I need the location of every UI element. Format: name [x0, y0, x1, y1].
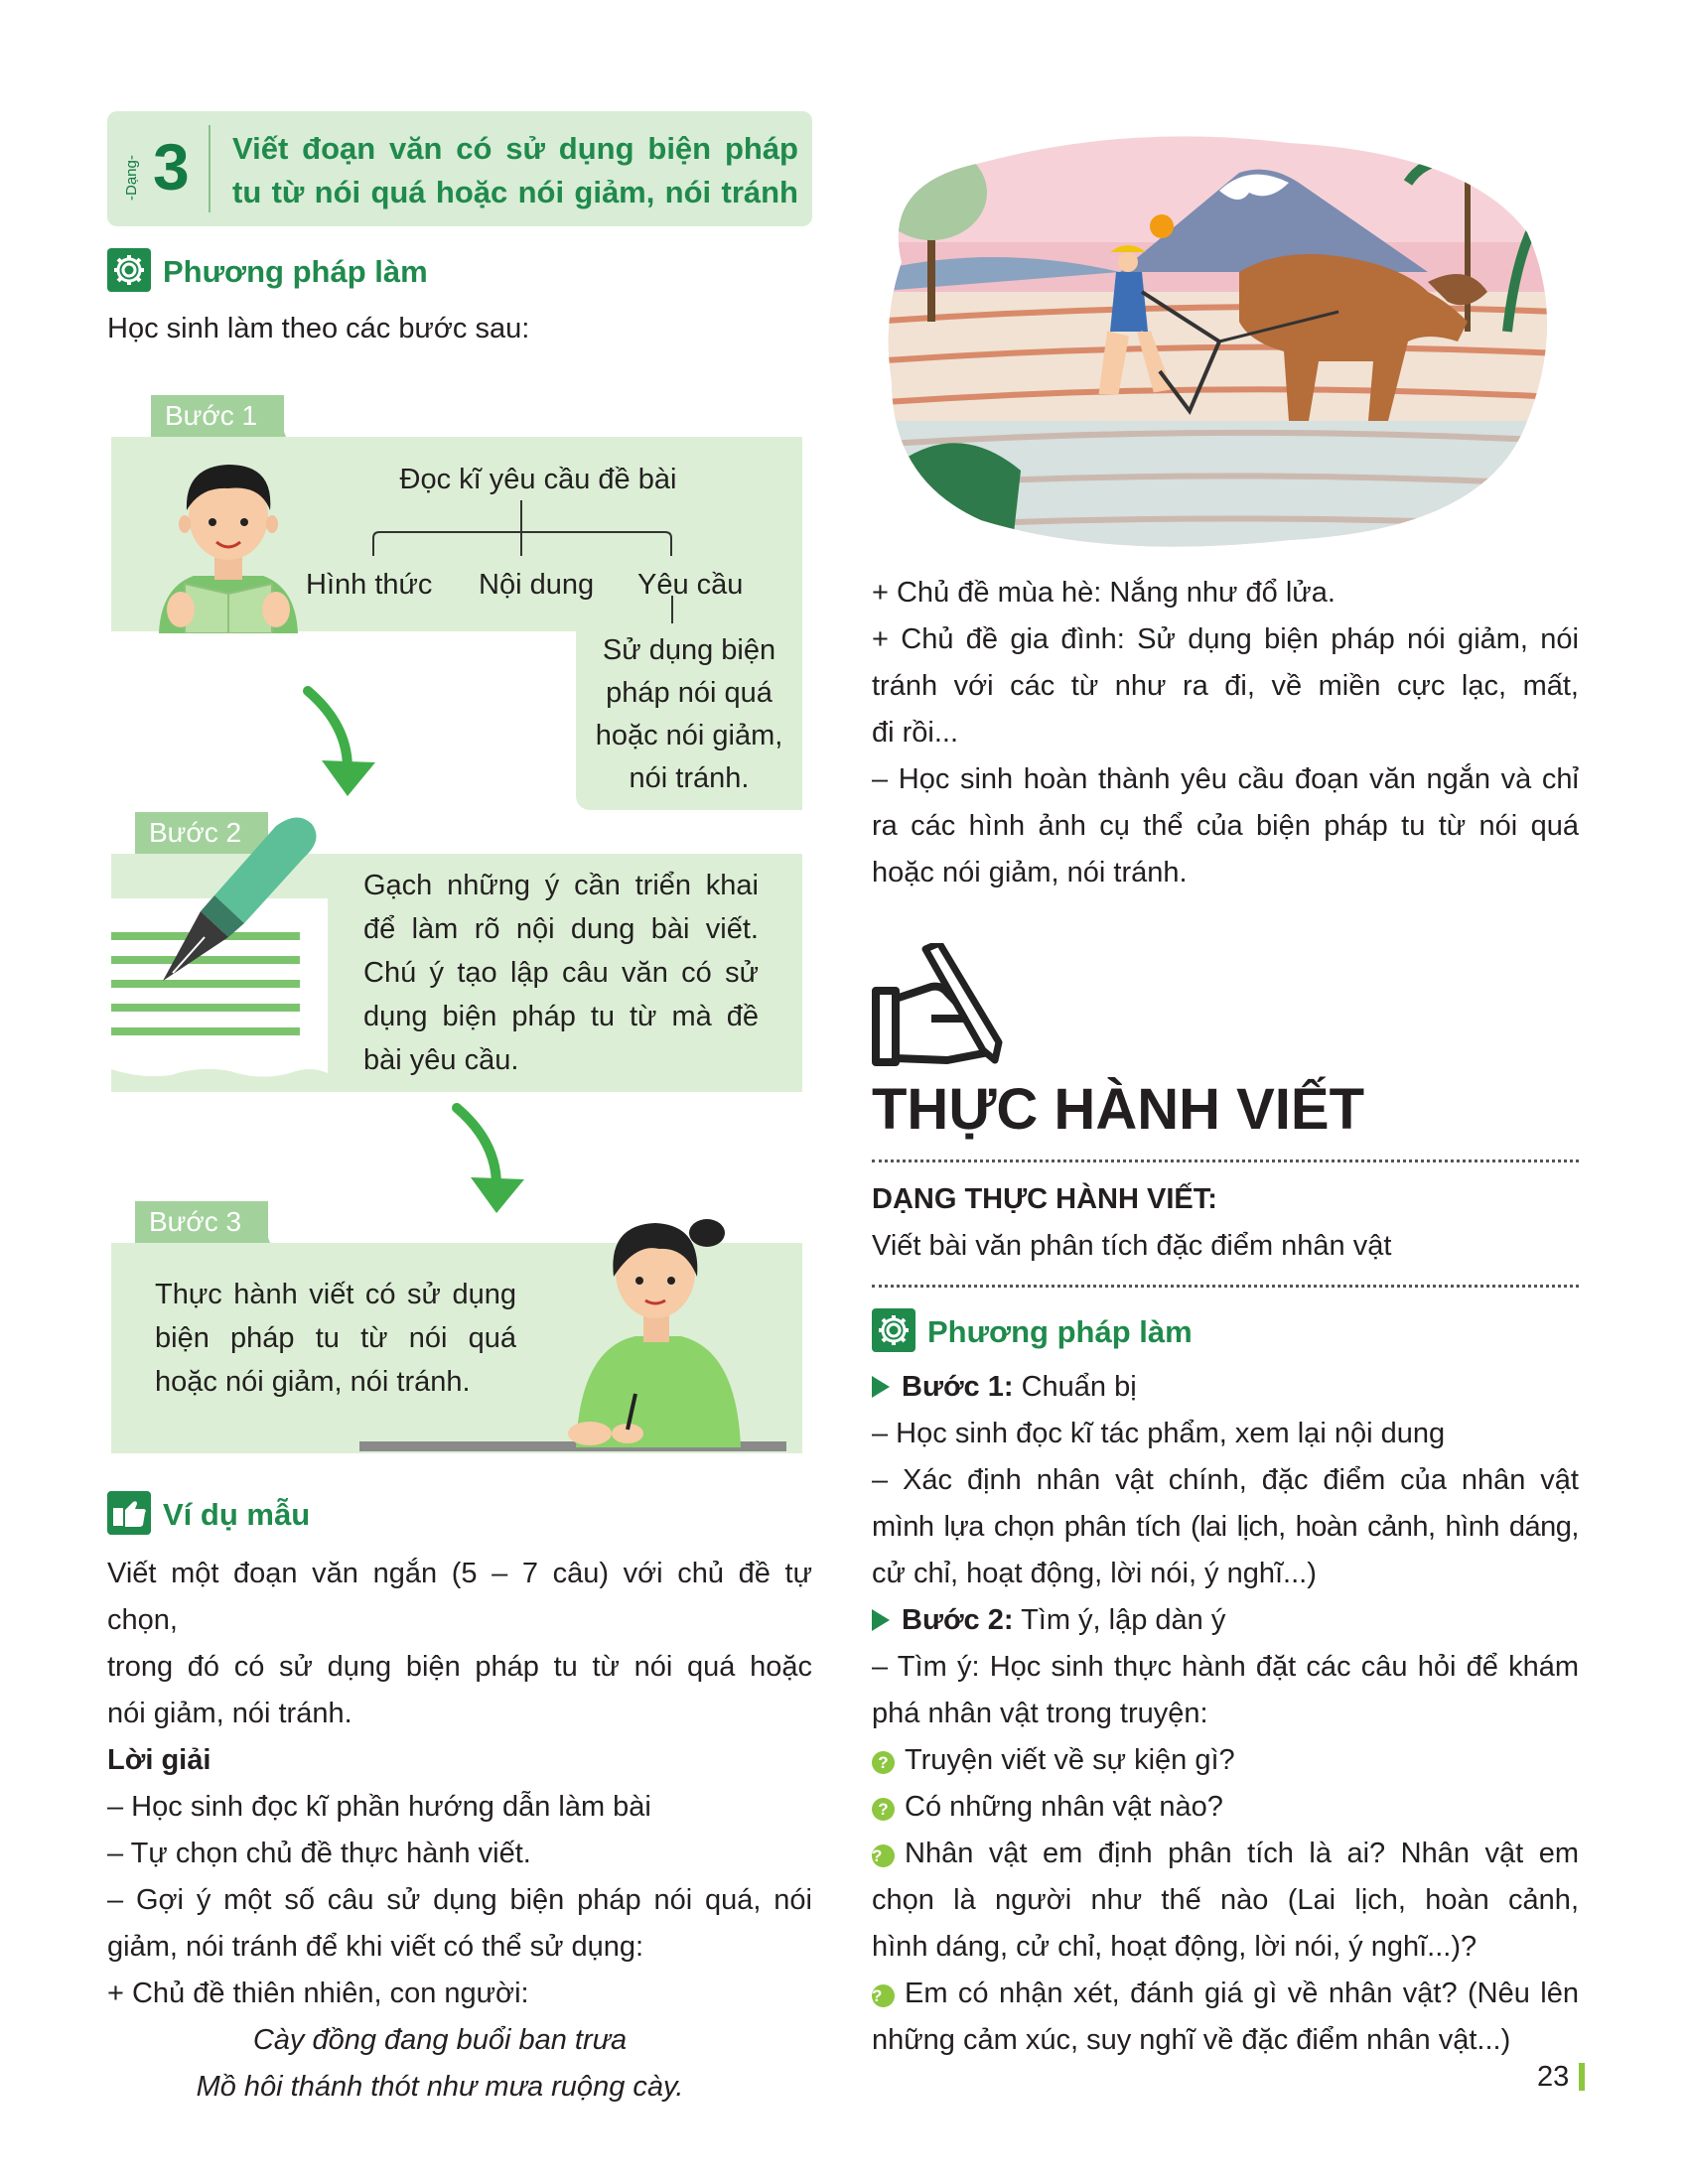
step-2-line: – Tìm ý: Học sinh thực hành đặt các câu hỏi để khám: [872, 1651, 1579, 1683]
question-4-line: những cảm xúc, suy nghĩ về đặc điểm nhân vật...): [872, 2024, 1511, 2056]
page-number-marker: [1579, 2063, 1585, 2091]
lesson-title-line-1: Viết đoạn văn có sử dụng biện pháp: [232, 131, 798, 166]
continued-line: + Chủ đề gia đình: Sử dụng biện pháp nói giảm, nói: [872, 623, 1579, 655]
continued-line: + Chủ đề mùa hè: Nắng như đổ lửa.: [872, 577, 1336, 609]
step-3-tab-corner: [254, 1201, 270, 1243]
step-2-line: dụng biện pháp tu từ mà đề: [363, 1001, 759, 1032]
step-2-label: Bước 2:: [902, 1604, 1014, 1636]
dang-label: [121, 139, 141, 199]
step-2-line: phá nhân vật trong truyện:: [872, 1698, 1208, 1729]
question-mark-icon: ?: [872, 1751, 895, 1774]
practice-heading: THỰC HÀNH VIẾT: [872, 1077, 1365, 1142]
step-1-line: – Xác định nhân vật chính, đặc điểm của nhân vật: [872, 1464, 1579, 1496]
answer-line: – Gợi ý một số câu sử dụng biện pháp nói quá, nói: [107, 1884, 812, 1916]
practice-step-2: [872, 1597, 1579, 1644]
question-1: ? Truyện viết về sự kiện gì?: [872, 1737, 1579, 1784]
question-2: ? Có những nhân vật nào?: [872, 1784, 1579, 1831]
practice-steps: [872, 1364, 1579, 2064]
continued-line: hoặc nói giảm, nói tránh.: [872, 857, 1188, 888]
requirement-line: nói tránh.: [629, 762, 750, 794]
step-3-text: [155, 1273, 516, 1404]
step-3-line: hoặc nói giảm, nói tránh.: [155, 1366, 471, 1398]
step-1-line: mình lựa chọn phân tích (lai lịch, hoàn cảnh, hình dáng,: [872, 1511, 1579, 1543]
girl-writing-illustration: [556, 1199, 755, 1447]
practice-step-1: [872, 1364, 1579, 1411]
step-2-line: bài yêu cầu.: [363, 1044, 519, 1076]
lesson-title-line-2: tu từ nói quá hoặc nói giảm, nói tránh: [232, 175, 798, 209]
question-3: ? Nhân vật em định phân tích là ai? Nhân vật em: [872, 1838, 1579, 1869]
example-continued: [872, 570, 1579, 896]
requirement-line: pháp nói quá: [606, 677, 773, 709]
step-2-line: để làm rõ nội dung bài viết.: [363, 913, 759, 945]
lesson-type-number: 3: [153, 130, 190, 204]
triangle-bullet-icon: [872, 1609, 890, 1631]
step-1-label: Bước 1:: [902, 1371, 1014, 1403]
step-2-line: Gạch những ý cần triển khai: [363, 870, 759, 901]
step-3-line: biện pháp tu từ nói quá: [155, 1322, 516, 1354]
step-1-line: cử chỉ, hoạt động, lời nói, ý nghĩ...): [872, 1558, 1317, 1589]
continued-line: – Học sinh hoàn thành yêu cầu đoạn văn ngắn và chỉ: [872, 763, 1579, 795]
question-3-line: chọn là người như thế nào (Lai lịch, hoàn cảnh,: [872, 1884, 1579, 1916]
example-prompt: [107, 1551, 812, 2111]
boy-reading-illustration: [149, 449, 308, 633]
banner-divider: [209, 125, 211, 212]
prompt-line: trong đó có sử dụng biện pháp tu từ nói quá hoặc: [107, 1651, 812, 1683]
question-mark-icon: ?: [872, 1844, 895, 1867]
answer-line: – Tự chọn chủ đề thực hành viết.: [107, 1838, 531, 1869]
step-1-line: – Học sinh đọc kĩ tác phẩm, xem lại nội dung: [872, 1418, 1446, 1449]
requirement-line: hoặc nói giảm,: [595, 720, 783, 751]
dotted-divider: [872, 1285, 1579, 1288]
question-4: ? Em có nhận xét, đánh giá gì về nhân vật? (Nêu lên: [872, 1978, 1579, 2009]
pointing-hand-icon: [107, 1491, 151, 1535]
practice-type-label: DẠNG THỰC HÀNH VIẾT:: [872, 1183, 1217, 1215]
triangle-bullet-icon: [872, 1376, 890, 1398]
continued-line: đi rồi...: [872, 717, 959, 749]
method-intro: Học sinh làm theo các bước sau:: [107, 313, 530, 344]
question-mark-icon: ?: [872, 1798, 895, 1821]
prompt-line: Viết một đoạn văn ngắn (5 – 7 câu) với chủ đề tự chọn,: [107, 1558, 812, 1636]
hand-writing-icon: [872, 943, 1011, 1072]
tree-branch-form: Hình thức: [306, 569, 433, 601]
arrow-down-icon: [445, 1102, 534, 1221]
example-title: Ví dụ mẫu: [163, 1497, 311, 1532]
tree-branch-requirement: Yêu cầu: [637, 569, 744, 601]
question-3-line: hình dáng, cử chỉ, hoạt động, lời nói, ý nghĩ...)?: [872, 1931, 1477, 1963]
step-1-tab-corner: [270, 395, 286, 437]
prompt-line: nói giảm, nói tránh.: [107, 1698, 352, 1729]
practice-method-title: Phương pháp làm: [927, 1314, 1193, 1349]
fountain-pen-icon: [149, 814, 328, 993]
arrow-down-icon: [296, 685, 385, 804]
dotted-divider: [872, 1160, 1579, 1162]
method-title: Phương pháp làm: [163, 254, 428, 289]
page-number: 23: [1537, 2061, 1570, 2093]
requirement-line: Sử dụng biện: [602, 634, 776, 666]
answer-line: + Chủ đề thiên nhiên, con người:: [107, 1978, 529, 2009]
practice-type-desc: Viết bài văn phân tích đặc điểm nhân vật: [872, 1230, 1392, 1262]
gear-icon: [872, 1308, 915, 1352]
lesson-type-title: [232, 127, 798, 214]
continued-line: tránh với các từ như ra đi, về miền cực lạc, mất,: [872, 670, 1579, 702]
answer-label: Lời giải: [107, 1744, 211, 1776]
step-2-text: [363, 864, 759, 1082]
step-2-line: Chú ý tạo lập câu văn có sử: [363, 957, 759, 989]
tree-branch-content: Nội dung: [479, 569, 595, 601]
step-3-line: Thực hành viết có sử dụng: [155, 1279, 516, 1310]
step-3-tab: Bước 3: [135, 1201, 268, 1243]
dang-label-text: -Dạng-: [123, 155, 140, 201]
continued-line: ra các hình ảnh cụ thể của biện pháp tu từ nói quá: [872, 810, 1579, 842]
step-1-text: Chuẩn bị: [1013, 1371, 1137, 1403]
step-2-tab: Bước 2: [135, 812, 268, 854]
gear-icon: [107, 248, 151, 292]
poem-line: Cày đồng đang buổi ban trưa: [252, 2024, 628, 2056]
poem-line: Mồ hôi thánh thót như mưa ruộng cày.: [196, 2071, 684, 2103]
step-2-text: Tìm ý, lập dàn ý: [1013, 1604, 1226, 1636]
step-1-tab: Bước 1: [151, 395, 284, 437]
question-mark-icon: ?: [872, 1984, 895, 2007]
requirement-detail: [576, 629, 802, 800]
answer-line: giảm, nói tránh để khi viết có thể sử dụng:: [107, 1931, 644, 1963]
farmer-plowing-illustration: [872, 123, 1557, 560]
tree-root: Đọc kĩ yêu cầu đề bài: [399, 464, 677, 495]
answer-line: – Học sinh đọc kĩ phần hướng dẫn làm bài: [107, 1791, 651, 1823]
